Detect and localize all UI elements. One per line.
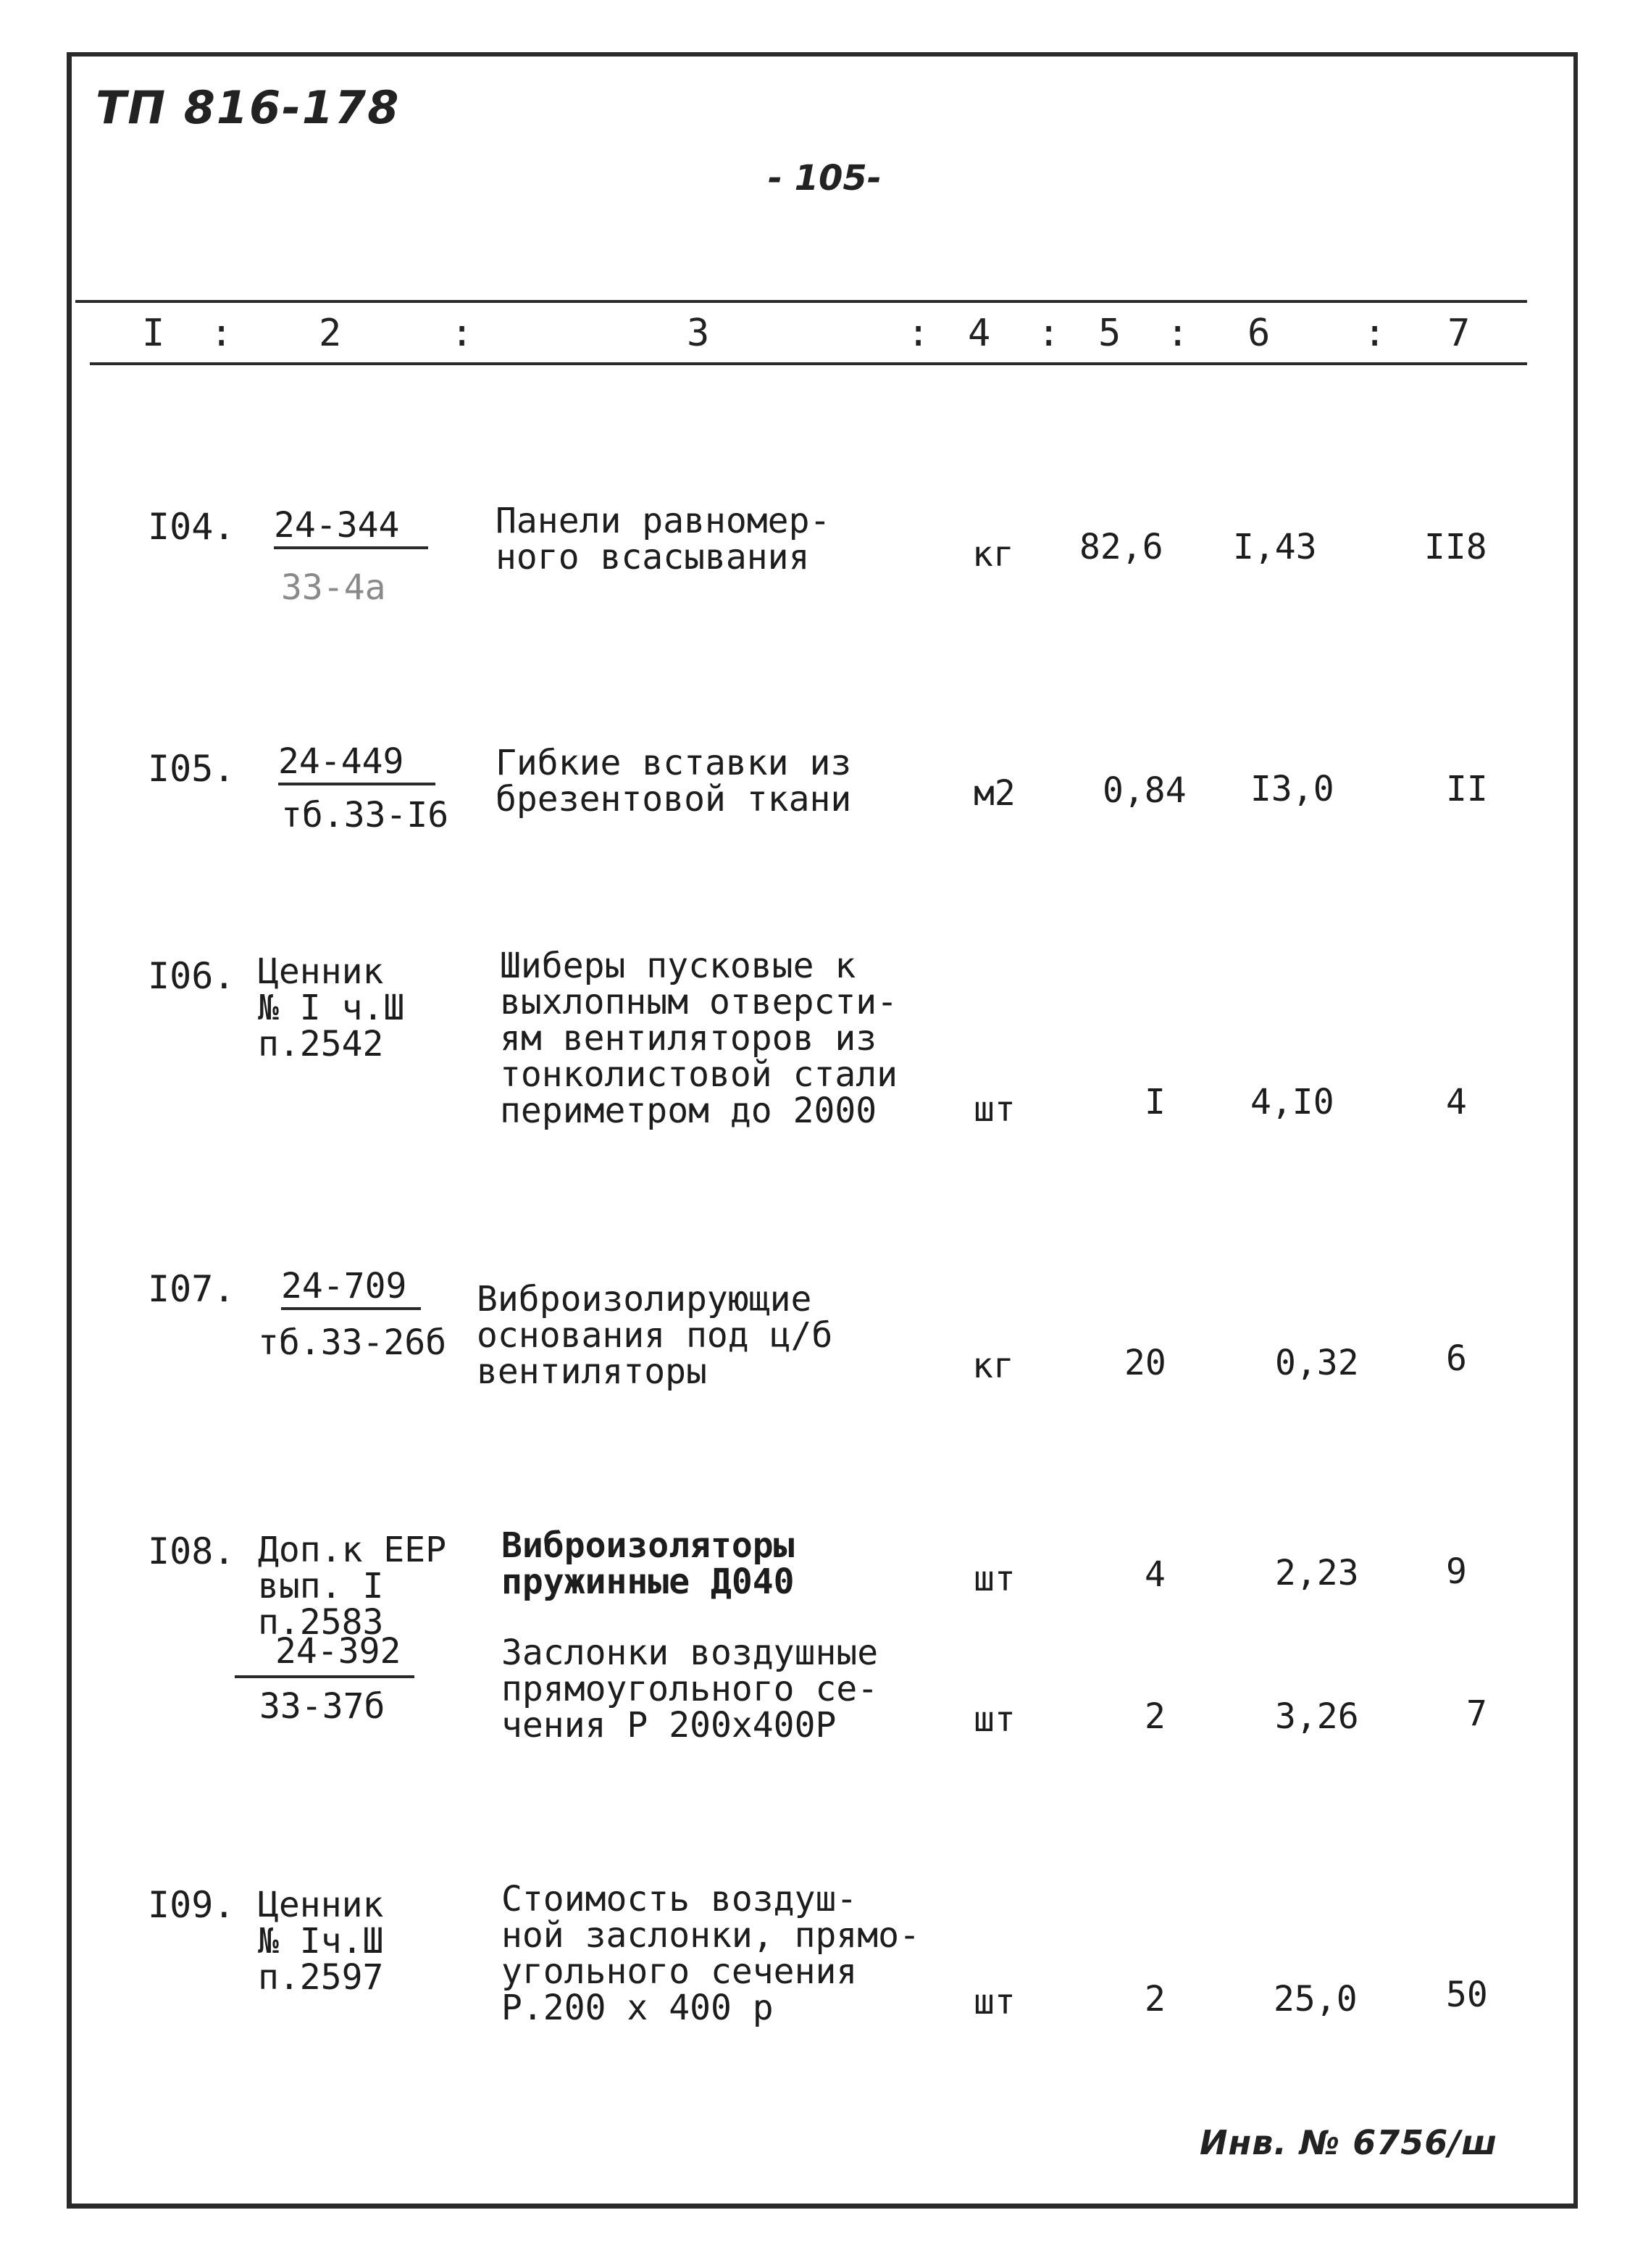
row-unit: м2 bbox=[974, 773, 1016, 814]
row-name: Панели равномер- ного всасывания bbox=[496, 501, 831, 578]
row-name: Шиберы пусковые к выхлопным отверсти- ям вентиляторов из тонколистовой стали периметром до 2000 bbox=[500, 946, 898, 1131]
inventory-number: Инв. № 6756/ш bbox=[1200, 2123, 1497, 2162]
row-name-secondary: Заслонки воздушные прямоугольного се- чения Р 200х400Р bbox=[501, 1633, 879, 1746]
fraction-bar bbox=[235, 1675, 414, 1678]
row-reference-sub: 33-4а bbox=[281, 567, 386, 608]
column-separator: : bbox=[451, 312, 474, 355]
row-number: I09. bbox=[148, 1884, 235, 1926]
row-quantity: 82,6 bbox=[1079, 527, 1163, 567]
row-price: 2,23 bbox=[1275, 1553, 1359, 1593]
row-reference-sub: тб.33-26б bbox=[258, 1322, 447, 1363]
column-header-5: 5 bbox=[1098, 312, 1121, 355]
row-total: II8 bbox=[1424, 527, 1487, 567]
header-rule-top bbox=[75, 300, 1527, 303]
row-unit-secondary: шт bbox=[974, 1699, 1016, 1740]
row-reference: 24-709 bbox=[281, 1268, 421, 1310]
header-rule-bottom bbox=[90, 362, 1527, 365]
row-name: Гибкие вставки из брезентовой ткани bbox=[496, 743, 852, 820]
column-header-2: 2 bbox=[319, 312, 342, 355]
document-code: ТП 816-178 bbox=[96, 81, 401, 134]
row-number: I06. bbox=[148, 955, 235, 997]
column-header-3: 3 bbox=[687, 312, 710, 355]
row-unit: шт bbox=[974, 1982, 1016, 2022]
row-price: 4,I0 bbox=[1250, 1082, 1334, 1122]
column-separator: : bbox=[1037, 312, 1061, 355]
row-quantity: 20 bbox=[1124, 1343, 1166, 1383]
column-header-4: 4 bbox=[968, 312, 991, 355]
row-number: I04. bbox=[148, 506, 235, 548]
row-reference: Ценник № I ч.Ш п.2542 bbox=[258, 951, 405, 1064]
row-unit: кг bbox=[972, 534, 1014, 575]
row-price: I3,0 bbox=[1250, 769, 1334, 809]
row-total: 50 bbox=[1446, 1975, 1488, 2015]
row-total: 9 bbox=[1446, 1551, 1467, 1592]
row-total: II bbox=[1446, 769, 1488, 809]
row-reference: Ценник № Iч.Ш п.2597 bbox=[258, 1885, 384, 1998]
row-number: I05. bbox=[148, 748, 235, 790]
column-separator: : bbox=[1363, 312, 1387, 355]
row-price-secondary: 3,26 bbox=[1275, 1696, 1359, 1737]
column-separator: : bbox=[210, 312, 233, 355]
row-unit: кг bbox=[972, 1346, 1014, 1386]
row-quantity: I bbox=[1145, 1082, 1166, 1122]
column-separator: : bbox=[907, 312, 930, 355]
row-reference-sub: 33-37б bbox=[259, 1686, 385, 1727]
page-number: - 105- bbox=[768, 158, 882, 199]
row-quantity: 0,84 bbox=[1103, 770, 1187, 811]
row-reference: Доп.к ЕЕР вып. I п.2583 bbox=[258, 1530, 447, 1643]
column-header-1: I bbox=[142, 312, 165, 355]
row-name: Виброизолирующие основания под ц/б вентиляторы bbox=[477, 1279, 833, 1392]
row-total: 6 bbox=[1446, 1338, 1467, 1379]
column-header-7: 7 bbox=[1447, 312, 1471, 355]
column-header-6: 6 bbox=[1247, 312, 1271, 355]
row-quantity: 2 bbox=[1145, 1979, 1166, 2019]
row-quantity: 4 bbox=[1145, 1554, 1166, 1595]
row-reference: 24-449 bbox=[278, 743, 435, 785]
row-reference: 24-344 bbox=[274, 507, 428, 549]
row-price: 25,0 bbox=[1274, 1979, 1358, 2019]
row-quantity-secondary: 2 bbox=[1145, 1696, 1166, 1737]
column-separator: : bbox=[1166, 312, 1190, 355]
row-reference-mid: 24-392 bbox=[275, 1631, 401, 1672]
row-total-secondary: 7 bbox=[1466, 1693, 1487, 1734]
row-number: I08. bbox=[148, 1530, 235, 1572]
row-price: 0,32 bbox=[1275, 1343, 1359, 1383]
row-name: Стоимость воздуш- ной заслонки, прямо- угольного сечения Р.200 х 400 р bbox=[501, 1879, 920, 2028]
row-reference-sub: тб.33-I6 bbox=[281, 795, 449, 835]
row-unit: шт bbox=[974, 1089, 1016, 1130]
row-number: I07. bbox=[148, 1268, 235, 1310]
row-name: Виброизоляторы пружинные Д040 bbox=[501, 1525, 795, 1602]
row-unit: шт bbox=[974, 1559, 1016, 1599]
row-price: I,43 bbox=[1233, 527, 1317, 567]
row-total: 4 bbox=[1446, 1082, 1467, 1122]
